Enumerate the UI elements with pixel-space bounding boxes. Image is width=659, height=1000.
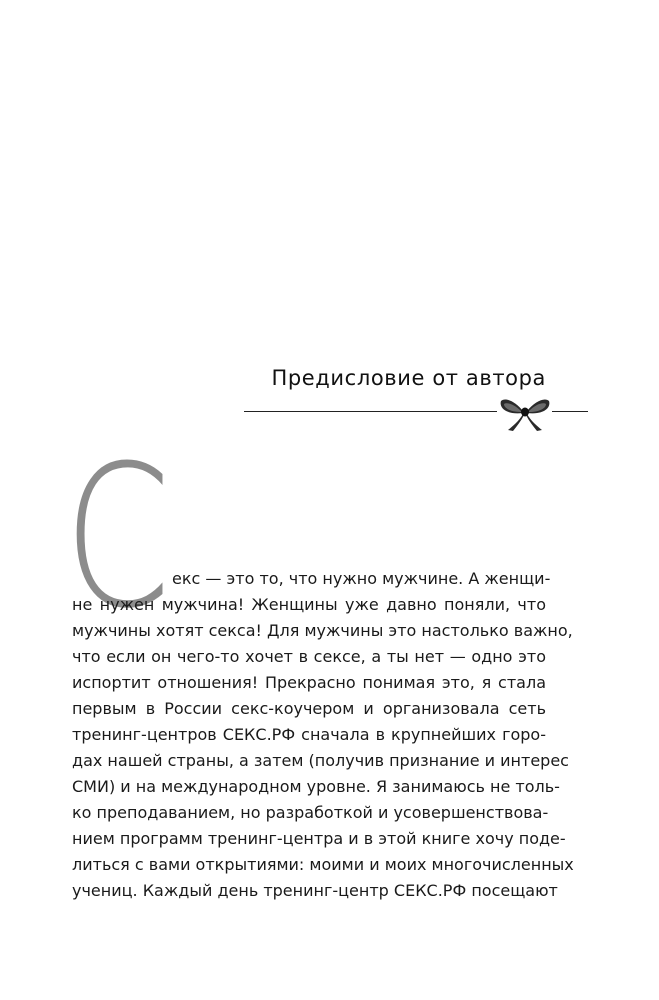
text-line: испортит отношения! Прекрасно понимая это, я стала — [72, 673, 546, 692]
drop-cap: С — [64, 424, 171, 652]
text-line: дах нашей страны, а затем (получив признание и интерес — [72, 751, 569, 770]
text-line: первым в России секс-коучером и организовала сеть — [72, 699, 546, 718]
text-line: ко преподаванием, но разработкой и усовершенствова- — [72, 803, 549, 822]
text-line: тренинг-центров СЕКС.РФ сначала в крупнейших горо- — [72, 725, 546, 744]
text-line: мужчины хотят секса! Для мужчины это настолько важно, — [72, 621, 573, 640]
text-line: СМИ) и на международном уровне. Я занимаюсь не толь- — [72, 777, 560, 796]
body-paragraph — [72, 566, 574, 904]
text-line: литься с вами открытиями: моими и моих многочисленных — [72, 855, 574, 874]
text-line: учениц. Каждый день тренинг-центр СЕКС.РФ посещают — [72, 881, 558, 900]
text-line: екс — это то, что нужно мужчине. А женщи- — [172, 569, 551, 588]
text-line: не нужен мужчина! Женщины уже давно поняли, что — [72, 595, 546, 614]
bow-icon — [499, 393, 551, 433]
title-divider-left — [244, 411, 497, 412]
page-title: Предисловие от автора — [271, 366, 546, 390]
title-divider-right — [552, 411, 588, 412]
text-line: нием программ тренинг-центра и в этой книге хочу поде- — [72, 829, 566, 848]
text-line: что если он чего-то хочет в сексе, а ты нет — одно это — [72, 647, 546, 666]
